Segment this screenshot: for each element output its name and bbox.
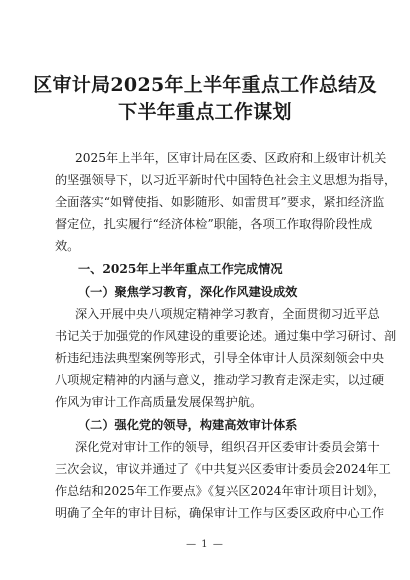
paragraph-3-line-1: 深化党对审计工作的领导，组织召开区委审计委员会第十 xyxy=(75,440,380,454)
paragraph-2-line-5: 作风为审计工作高质量发展保驾护航。 xyxy=(55,395,263,409)
document-title-line-1: 区审计局2025年上半年重点工作总结及 xyxy=(33,74,377,96)
subsection-2-heading: （二）强化党的领导，构建高效审计体系 xyxy=(78,418,298,432)
paragraph-2-line-1: 深入开展中央八项规定精神学习教育，全面贯彻习近平总 xyxy=(75,307,380,321)
paragraph-2-line-2: 书记关于加强党的作风建设的重要论述。通过集中学习研讨、剖 xyxy=(55,329,397,343)
paragraph-3-line-3: 作总结和2025年工作要点》《复兴区2024年审计项目计划》， xyxy=(55,484,386,498)
section-1-heading: 一、2025年上半年重点工作完成情况 xyxy=(78,262,283,276)
paragraph-1-line-2: 的坚强领导下，以习近平新时代中国特色社会主义思想为指导， xyxy=(55,173,397,187)
subsection-1-heading: （一）聚焦学习教育，深化作风建设成效 xyxy=(78,285,298,299)
document-title-line-2: 下半年重点工作谋划 xyxy=(118,101,292,123)
paragraph-1-line-3: 全面落实“如臂使指、如影随形、如雷贯耳”要求，紧扣经济监 xyxy=(55,195,385,209)
page-number: — 1 — xyxy=(186,539,224,550)
paragraph-1-line-4: 督定位，扎实履行“经济体检”职能，各项工作取得阶段性成 xyxy=(55,217,373,231)
paragraph-3-line-2: 三次会议，审议并通过了《中共复兴区委审计委员会2024年工 xyxy=(55,462,391,476)
paragraph-2-line-4: 八项规定精神的内涵与意义，推动学习教育走深走实，以过硬 xyxy=(55,373,385,387)
paragraph-2-line-3: 析违纪违法典型案例等形式，引导全体审计人员深刻领会中央 xyxy=(55,351,385,365)
paragraph-1-line-5: 效。 xyxy=(55,239,80,253)
paragraph-3-line-4: 明确了全年的审计目标，确保审计工作与区委区政府中心工作 xyxy=(55,506,385,520)
paragraph-1-line-1: 2025年上半年，区审计局在区委、区政府和上级审计机关 xyxy=(75,151,387,165)
